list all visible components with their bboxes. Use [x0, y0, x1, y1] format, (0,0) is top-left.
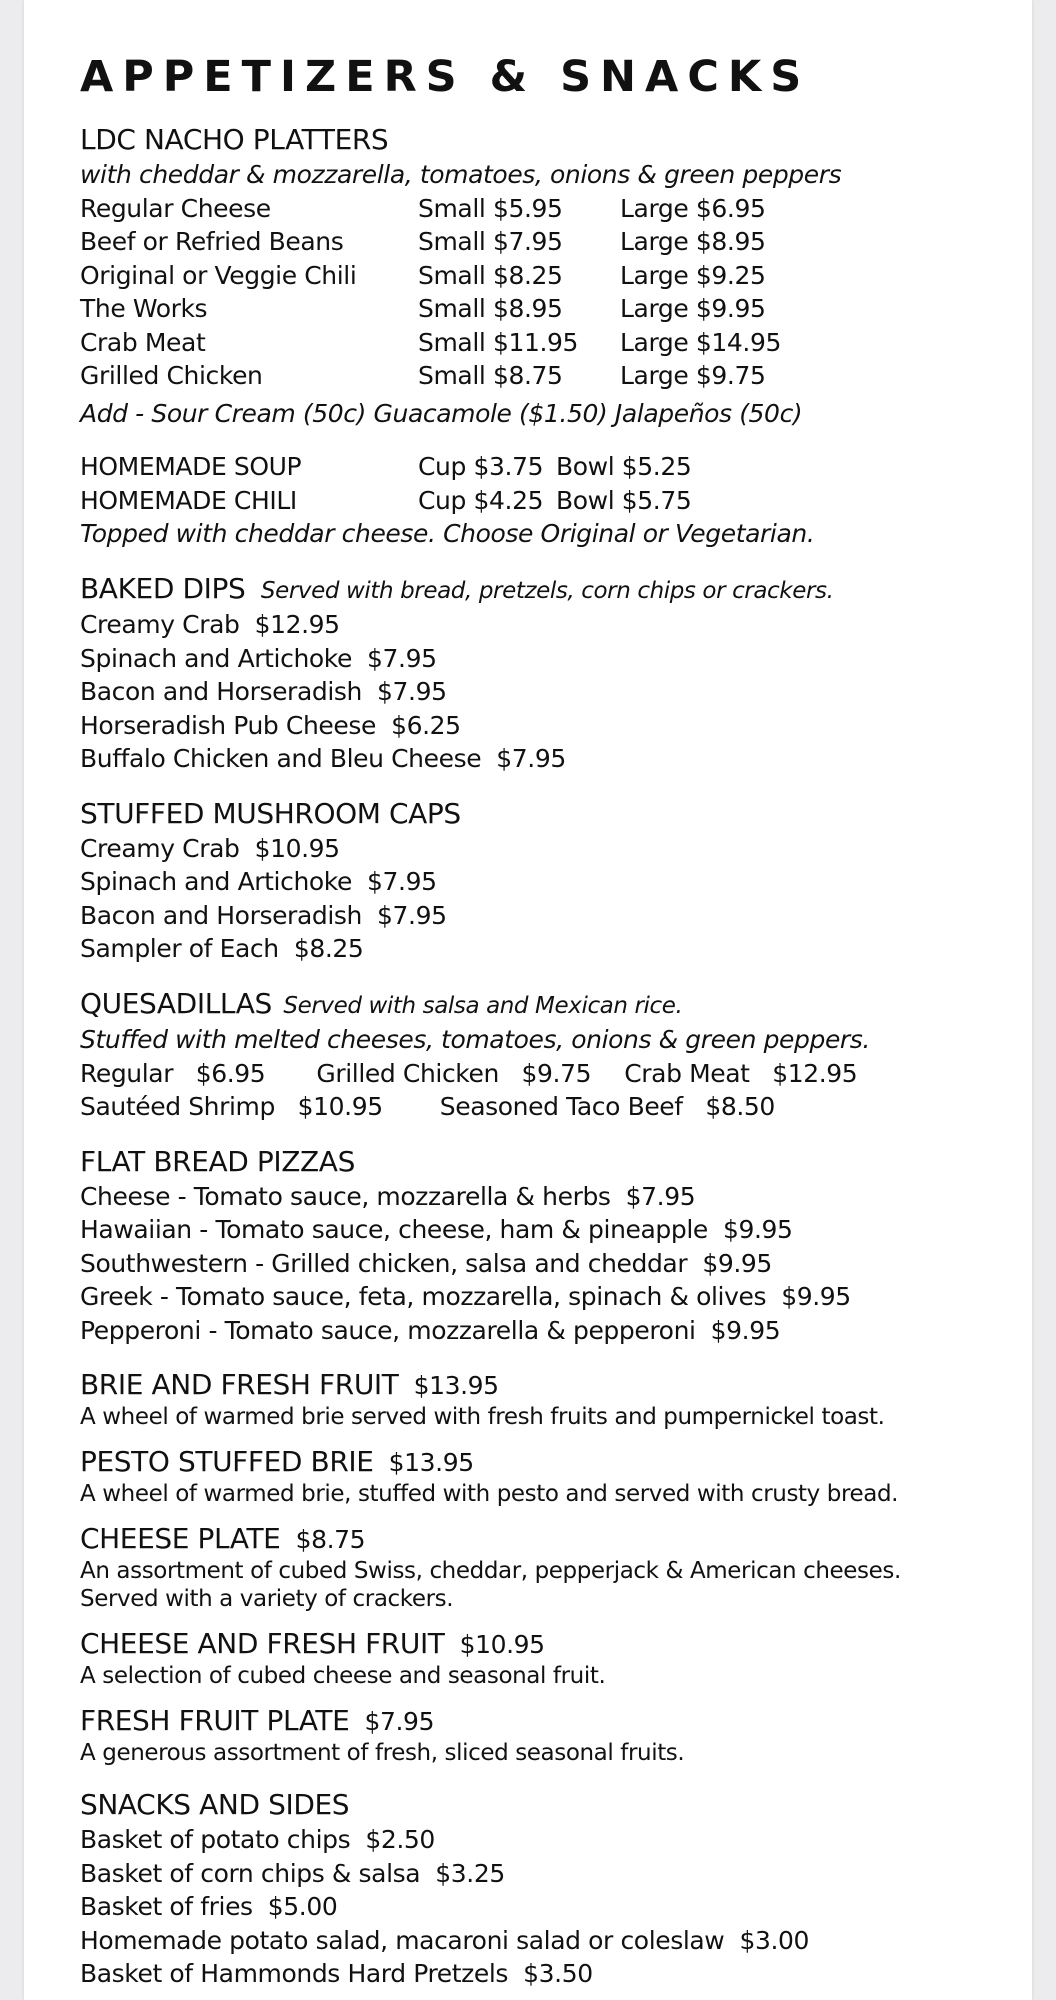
page-title: APPETIZERS & SNACKS [80, 52, 811, 102]
item-name: Cheese - Tomato sauce, mozzarella & herbs [80, 1181, 611, 1211]
item-name: CHEESE AND FRESH FRUIT [80, 1627, 445, 1660]
item-description: A generous assortment of fresh, sliced seasonal fruits. [80, 1740, 685, 1766]
menu-item-row [80, 709, 1020, 743]
item-description: A wheel of warmed brie, stuffed with pesto and served with crusty bread. [80, 1481, 899, 1507]
item-price-small: Small $11.95 [418, 327, 579, 357]
plate-item [80, 1444, 1020, 1508]
item-name: PESTO STUFFED BRIE [80, 1445, 374, 1478]
item-price-bowl: Bowl $5.75 [556, 485, 692, 515]
item-price: $3.50 [523, 1959, 593, 1988]
menu-item-row [80, 292, 1020, 326]
dips-section [80, 571, 1020, 776]
menu-item-row [80, 742, 1020, 776]
section-heading: QUESADILLAS [80, 986, 272, 1020]
menu-item-row [80, 899, 1020, 933]
item-name: The Works [80, 294, 208, 323]
item-name: Bacon and Horseradish [80, 900, 362, 930]
plate-item [80, 1626, 1020, 1690]
menu-item-row [80, 1213, 1020, 1247]
menu-item-row [80, 259, 1020, 293]
item-name: Creamy Crab [80, 610, 240, 639]
item-name: Original or Veggie Chili [80, 260, 357, 290]
plate-item [80, 1521, 1020, 1613]
item-name: Creamy Crab [80, 833, 240, 863]
plate-heading-row [80, 1626, 1020, 1662]
item-price: $9.75 [521, 1058, 592, 1088]
item-price: $10.95 [459, 1630, 545, 1659]
menu-item-row [80, 1057, 1020, 1091]
item-price-large: Large $9.75 [620, 361, 766, 390]
plate-heading-row [80, 1367, 1020, 1403]
menu-item-row [80, 608, 1020, 642]
item-price: $7.95 [367, 643, 437, 673]
menu-page [24, 0, 1032, 2000]
menu-item-row [80, 1090, 1020, 1124]
item-price: $9.95 [781, 1282, 851, 1311]
item-name: Spinach and Artichoke [80, 867, 352, 896]
item-name: Grilled Chicken [316, 1058, 499, 1088]
menu-item-row [80, 675, 1020, 709]
item-name: Crab Meat [80, 327, 206, 357]
menu-item-row [80, 1890, 1020, 1924]
menu-item-row [80, 1247, 1020, 1281]
item-name: Greek - Tomato sauce, feta, mozzarella, spinach & olives [80, 1282, 767, 1311]
item-name: FRESH FRUIT PLATE [80, 1704, 350, 1737]
item-price-small: Small $8.25 [418, 260, 563, 290]
menu-content [80, 52, 1020, 1991]
menu-item-row [80, 450, 1020, 484]
item-price: $8.75 [295, 1525, 366, 1554]
menu-item-row [80, 359, 1020, 393]
item-price-cup: Cup $4.25 [418, 485, 544, 515]
item-name: HOMEMADE SOUP [80, 452, 302, 481]
item-description: A selection of cubed cheese and seasonal fruit. [80, 1663, 606, 1689]
plate-item [80, 1703, 1020, 1767]
item-price-large: Large $14.95 [620, 327, 781, 357]
item-price: $3.00 [739, 1925, 810, 1955]
item-price: $6.25 [391, 710, 461, 740]
item-name: Buffalo Chicken and Bleu Cheese [80, 744, 482, 773]
item-name: Southwestern - Grilled chicken, salsa and cheddar [80, 1248, 688, 1278]
item-name: Sampler of Each [80, 934, 279, 963]
item-price: $9.95 [710, 1315, 781, 1345]
item-name: Regular [80, 1058, 174, 1088]
section-subtitle: with cheddar & mozzarella, tomatoes, onions & green peppers [80, 160, 842, 189]
item-price: $12.95 [254, 610, 340, 639]
item-price: $8.50 [705, 1092, 775, 1121]
menu-item-row [80, 1924, 1020, 1958]
item-price: $6.95 [195, 1058, 266, 1088]
item-description: A wheel of warmed brie served with fresh fruits and pumpernickel toast. [80, 1404, 885, 1430]
item-name: BRIE AND FRESH FRUIT [80, 1368, 399, 1401]
plate-heading-row [80, 1703, 1020, 1739]
item-name: Basket of corn chips & salsa [80, 1858, 421, 1888]
item-price-small: Small $5.95 [418, 193, 563, 223]
menu-item-row [80, 484, 1020, 518]
item-name: Regular Cheese [80, 193, 271, 223]
quesadilla-section [80, 986, 1020, 1124]
section-heading: STUFFED MUSHROOM CAPS [80, 796, 461, 830]
section-heading: LDC NACHO PLATTERS [80, 123, 389, 156]
item-price: $9.95 [702, 1248, 772, 1278]
section-subtitle: Stuffed with melted cheeses, tomatoes, onions & green peppers. [80, 1025, 870, 1054]
menu-item-row [80, 832, 1020, 866]
item-price: $12.95 [772, 1058, 858, 1088]
nacho-section [80, 122, 1020, 430]
menu-item-row [80, 192, 1020, 226]
menu-item-row [80, 1823, 1020, 1857]
plate-heading-row [80, 1444, 1020, 1480]
menu-item-row [80, 1280, 1020, 1314]
item-price: $5.00 [267, 1892, 338, 1921]
item-price: $7.95 [367, 867, 437, 896]
section-heading: SNACKS AND SIDES [80, 1788, 350, 1821]
item-price-cup: Cup $3.75 [418, 452, 544, 481]
menu-item-row [80, 1857, 1020, 1891]
item-price-small: Small $8.95 [418, 294, 563, 323]
item-price: $2.50 [365, 1825, 435, 1854]
section-heading: FLAT BREAD PIZZAS [80, 1144, 355, 1178]
item-name: CHEESE PLATE [80, 1522, 281, 1555]
item-price: $10.95 [254, 833, 340, 863]
soup-note: Topped with cheddar cheese. Choose Original or Vegetarian. [80, 519, 815, 548]
item-price: $7.95 [496, 744, 566, 773]
item-name: Homemade potato salad, macaroni salad or coleslaw [80, 1925, 725, 1955]
item-name: Grilled Chicken [80, 361, 263, 390]
item-price: $10.95 [297, 1092, 383, 1121]
item-price-large: Large $9.25 [620, 260, 766, 290]
snacks-section [80, 1787, 1020, 1991]
item-name: Hawaiian - Tomato sauce, cheese, ham & pineapple [80, 1215, 708, 1244]
item-name: Crab Meat [624, 1058, 750, 1088]
item-description: Served with a variety of crackers. [80, 1586, 454, 1612]
item-price: $8.25 [293, 934, 364, 963]
plate-item [80, 1367, 1020, 1431]
item-name: Sautéed Shrimp [80, 1092, 275, 1121]
item-price: $9.95 [722, 1215, 793, 1244]
plates-section [80, 1367, 1020, 1767]
menu-item-row [80, 1957, 1020, 1991]
item-price: $13.95 [388, 1448, 474, 1477]
item-description: An assortment of cubed Swiss, cheddar, pepperjack & American cheeses. [80, 1558, 901, 1584]
soup-section [80, 450, 1020, 551]
item-name: Bacon and Horseradish [80, 677, 362, 706]
item-name: HOMEMADE CHILI [80, 485, 297, 515]
plate-heading-row [80, 1521, 1020, 1557]
menu-item-row [80, 1314, 1020, 1348]
section-note: Served with bread, pretzels, corn chips or crackers. [260, 577, 834, 604]
item-name: Pepperoni - Tomato sauce, mozzarella & pepperoni [80, 1315, 696, 1345]
item-price-small: Small $7.95 [418, 227, 563, 256]
section-heading: BAKED DIPS [80, 571, 246, 605]
item-price-large: Large $6.95 [620, 193, 766, 223]
item-name: Spinach and Artichoke [80, 643, 352, 673]
item-price: $7.95 [625, 1181, 696, 1211]
menu-item-row [80, 1180, 1020, 1214]
pizza-section [80, 1144, 1020, 1348]
item-name: Horseradish Pub Cheese [80, 710, 376, 740]
menu-item-row [80, 642, 1020, 676]
item-price: $3.25 [435, 1858, 505, 1888]
item-price-large: Large $8.95 [620, 227, 766, 256]
item-name: Basket of potato chips [80, 1825, 351, 1854]
mushroom-section [80, 796, 1020, 966]
item-price: $7.95 [364, 1707, 435, 1736]
item-name: Basket of Hammonds Hard Pretzels [80, 1959, 509, 1988]
item-price: $7.95 [377, 900, 447, 930]
section-note: Served with salsa and Mexican rice. [283, 992, 683, 1019]
item-price: $7.95 [377, 677, 447, 706]
menu-item-row [80, 326, 1020, 360]
menu-item-row [80, 865, 1020, 899]
item-name: Basket of fries [80, 1892, 253, 1921]
item-name: Beef or Refried Beans [80, 227, 344, 256]
item-price: $13.95 [413, 1371, 499, 1400]
item-name: Seasoned Taco Beef [439, 1092, 683, 1121]
menu-item-row [80, 225, 1020, 259]
item-price-small: Small $8.75 [418, 361, 563, 390]
addons-note: Add - Sour Cream (50c) Guacamole ($1.50) Jalapeños (50c) [80, 398, 803, 428]
item-price-bowl: Bowl $5.25 [556, 452, 692, 481]
item-price-large: Large $9.95 [620, 294, 766, 323]
menu-item-row [80, 932, 1020, 966]
